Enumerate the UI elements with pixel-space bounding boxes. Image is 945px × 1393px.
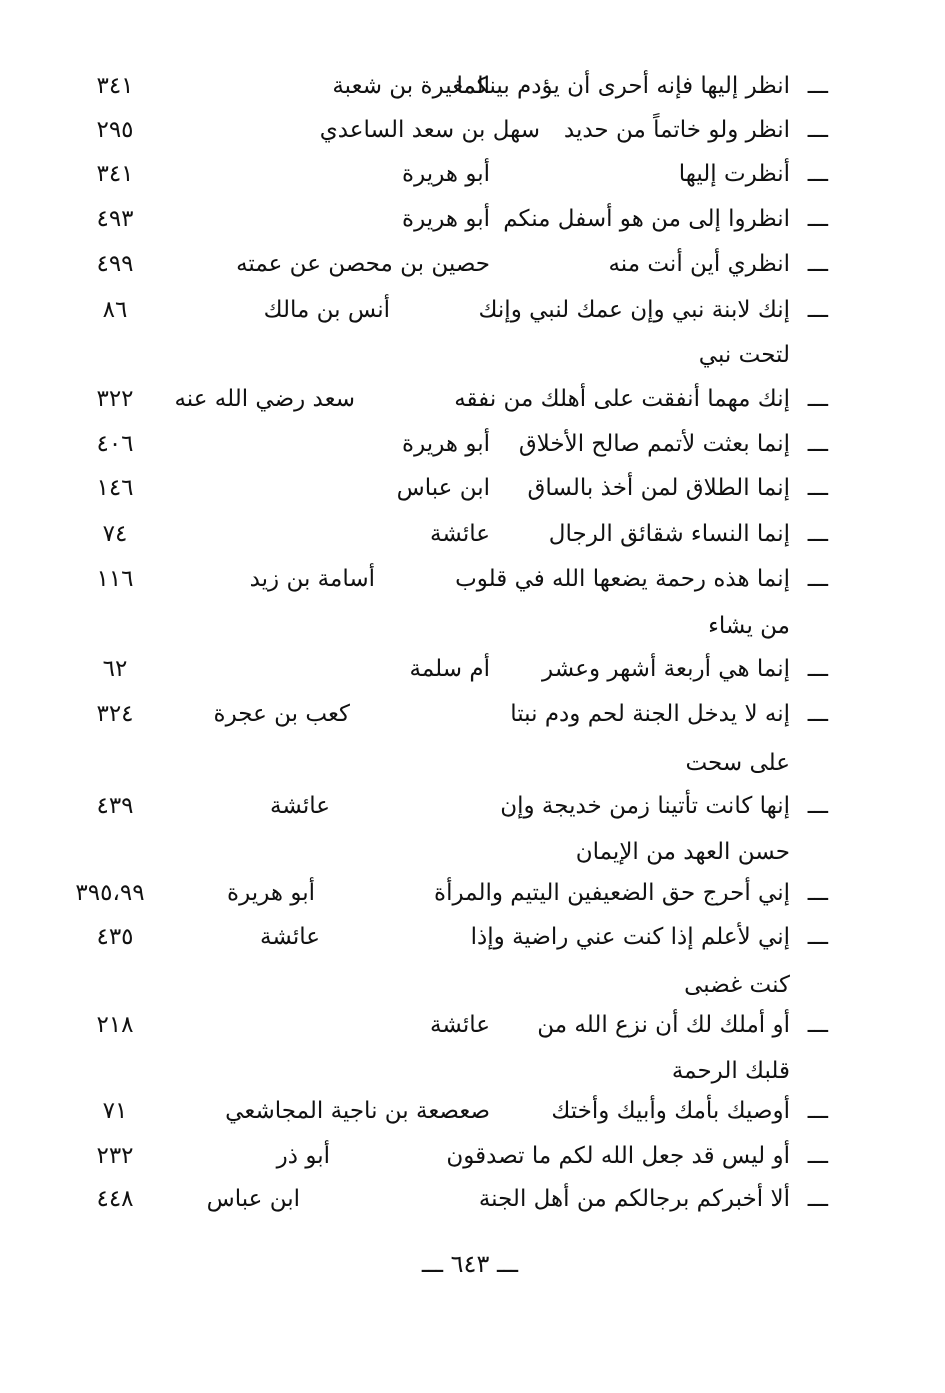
page-reference: ٤٣٥: [96, 924, 134, 950]
page-reference: ٧٤: [102, 521, 128, 547]
page-reference: ٤٩٣: [96, 206, 134, 232]
index-entry: [0, 1177, 945, 1221]
entry-dash: ـــ: [807, 73, 828, 99]
hadith-text: أو أملك لك أن نزع الله من: [537, 1012, 790, 1038]
page-reference: ٣٤١: [96, 161, 134, 187]
narrator: أنس بن مالك: [263, 297, 390, 323]
narrator: عائشة: [430, 1012, 490, 1038]
hadith-text: أو ليس قد جعل الله لكم ما تصدقون: [446, 1143, 790, 1169]
index-entry: [0, 647, 945, 691]
entry-continuation: [0, 963, 945, 1007]
hadith-text: أنظرت إليها: [678, 161, 790, 187]
index-entry: [0, 1134, 945, 1178]
index-entry: [0, 288, 945, 332]
page-reference: ٦٢: [102, 656, 128, 682]
entry-dash: ـــ: [807, 251, 828, 277]
index-entry: [0, 692, 945, 736]
narrator: أبو هريرة: [402, 431, 490, 457]
index-entry: [0, 1089, 945, 1133]
hadith-text: إني لأعلم إذا كنت عني راضية وإذا: [470, 924, 790, 950]
narrator: أبو هريرة: [227, 880, 315, 906]
page-reference: ٨٦: [102, 297, 128, 323]
entry-dash: ـــ: [807, 1186, 828, 1212]
entry-dash: ـــ: [807, 793, 828, 819]
hadith-text-continuation: على سحت: [685, 750, 790, 776]
page-reference: ٤٤٨: [96, 1186, 134, 1212]
hadith-text: إنك لابنة نبي وإن عمك لنبي وإنك: [478, 297, 790, 323]
entry-dash: ـــ: [807, 297, 828, 323]
index-entry: [0, 1003, 945, 1047]
narrator: المغيرة بن شعبة: [332, 73, 490, 99]
narrator: صعصعة بن ناجية المجاشعي: [225, 1098, 490, 1124]
narrator: سهل بن سعد الساعدي: [319, 117, 540, 143]
entry-continuation: [0, 604, 945, 648]
hadith-text-continuation: حسن العهد من الإيمان: [575, 839, 790, 865]
page-reference: ١٤٦: [96, 475, 134, 501]
hadith-text: إنما هي أربعة أشهر وعشر: [542, 656, 790, 682]
index-entry: [0, 466, 945, 510]
page-reference: ٢١٨: [96, 1012, 134, 1038]
narrator: أبو ذر: [276, 1143, 330, 1169]
narrator: عائشة: [260, 924, 320, 950]
index-entry: [0, 64, 945, 108]
index-entry: [0, 422, 945, 466]
page-reference: ٣٩٥،٩٩: [75, 880, 145, 906]
hadith-text: انظر ولو خاتماً من حديد: [563, 117, 790, 143]
hadith-text: إنه لا يدخل الجنة لحم ودم نبتا: [510, 701, 790, 727]
index-entry: [0, 784, 945, 828]
narrator: كعب بن عجرة: [213, 701, 350, 727]
entry-dash: ـــ: [807, 924, 828, 950]
index-entry: [0, 377, 945, 421]
entry-dash: ـــ: [807, 1098, 828, 1124]
entry-dash: ـــ: [807, 117, 828, 143]
page-reference: ٤٣٩: [96, 793, 134, 819]
page-reference: ٧١: [102, 1098, 128, 1124]
entry-dash: ـــ: [807, 1012, 828, 1038]
index-entry: [0, 557, 945, 601]
hadith-text: أوصيك بأمك وأبيك وأختك: [551, 1098, 790, 1124]
hadith-text: إنك مهما أنفقت على أهلك من نفقه: [454, 386, 790, 412]
hadith-text: إنما الطلاق لمن أخذ بالساق: [527, 475, 790, 501]
entry-continuation: [0, 741, 945, 785]
page-reference: ٤٩٩: [96, 251, 134, 277]
index-entry: [0, 915, 945, 959]
page-reference: ٣٤١: [96, 73, 134, 99]
hadith-text: انظر إليها فإنه أحرى أن يؤدم بينكما: [456, 73, 790, 99]
entry-dash: ـــ: [807, 656, 828, 682]
page-reference: ٣٢٢: [96, 386, 134, 412]
narrator: حصين بن محصن عن عمته: [236, 251, 490, 277]
hadith-text-continuation: لتحت نبي: [698, 342, 790, 368]
index-entry: [0, 242, 945, 286]
narrator: ابن عباس: [396, 475, 490, 501]
index-entry: [0, 108, 945, 152]
page-reference: ٢٣٢: [96, 1143, 134, 1169]
narrator: أبو هريرة: [402, 206, 490, 232]
index-entry: [0, 871, 945, 915]
narrator: أم سلمة: [409, 656, 490, 682]
hadith-text: إنها كانت تأتينا زمن خديجة وإن: [500, 793, 790, 819]
page-reference: ٤٠٦: [96, 431, 134, 457]
narrator: سعد رضي الله عنه: [174, 386, 355, 412]
hadith-text: إني أحرج حق الضعيفين اليتيم والمرأة: [434, 880, 790, 906]
hadith-text: ألا أخبركم برجالكم من أهل الجنة: [478, 1186, 790, 1212]
page-reference: ٣٢٤: [96, 701, 134, 727]
entry-dash: ـــ: [807, 880, 828, 906]
entry-dash: ـــ: [807, 431, 828, 457]
entry-dash: ـــ: [807, 701, 828, 727]
hadith-text-continuation: كنت غضبى: [684, 972, 790, 998]
entry-dash: ـــ: [807, 475, 828, 501]
entry-dash: ـــ: [807, 206, 828, 232]
hadith-text-continuation: قلبك الرحمة: [671, 1058, 790, 1084]
hadith-text-continuation: من يشاء: [708, 613, 790, 639]
narrator: أبو هريرة: [402, 161, 490, 187]
page-reference: ١١٦: [96, 566, 134, 592]
entry-dash: ـــ: [807, 161, 828, 187]
index-entry: [0, 152, 945, 196]
hadith-text: انظروا إلى من هو أسفل منكم: [503, 206, 790, 232]
narrator: عائشة: [430, 521, 490, 547]
narrator: ابن عباس: [206, 1186, 300, 1212]
entry-continuation: [0, 1049, 945, 1093]
index-entry: [0, 512, 945, 556]
entry-continuation: [0, 333, 945, 377]
entry-dash: ـــ: [807, 386, 828, 412]
entry-dash: ـــ: [807, 566, 828, 592]
hadith-text: انظري أين أنت منه: [608, 251, 790, 277]
hadith-text: إنما هذه رحمة يضعها الله في قلوب: [455, 566, 790, 592]
hadith-text: إنما بعثت لأتمم صالح الأخلاق: [518, 431, 790, 457]
entry-dash: ـــ: [807, 521, 828, 547]
entry-continuation: [0, 830, 945, 874]
index-entry: [0, 197, 945, 241]
hadith-text: إنما النساء شقائق الرجال: [548, 521, 790, 547]
page-footer-number: ـــ ٦٤٣ ـــ: [421, 1250, 519, 1278]
narrator: عائشة: [270, 793, 330, 819]
entry-dash: ـــ: [807, 1143, 828, 1169]
narrator: أسامة بن زيد: [249, 566, 375, 592]
page-reference: ٢٩٥: [96, 117, 134, 143]
